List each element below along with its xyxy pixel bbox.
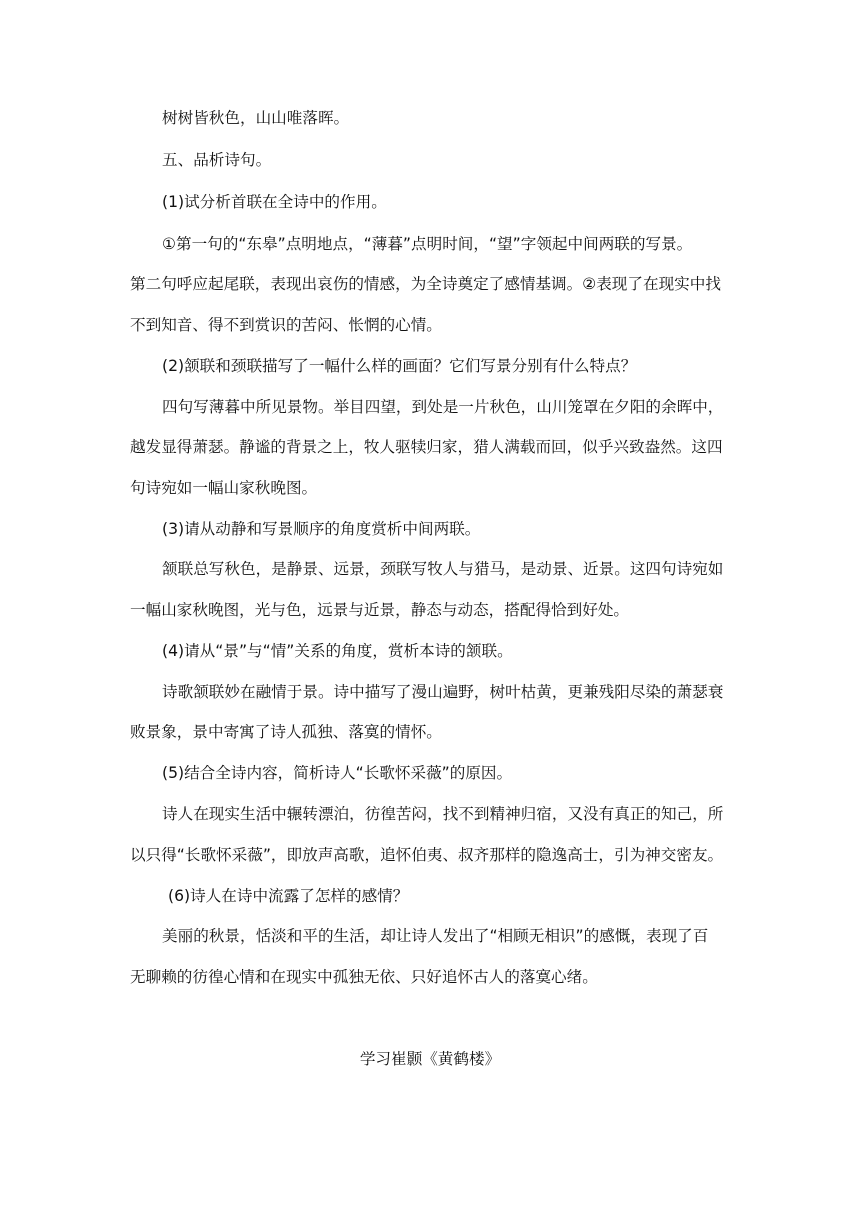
poem-line: 树树皆秋色，山山唯落晖。 — [162, 109, 350, 127]
question-3: (3)请从动静和写景顺序的角度赏析中间两联。 — [162, 520, 481, 538]
question-5: (5)结合全诗内容，简析诗人“长歌怀采薇”的原因。 — [162, 764, 513, 782]
answer-2-line-1: 四句写薄暮中所见景物。举目四望，到处是一片秋色，山川笼罩在夕阳的余晖中， — [162, 398, 724, 416]
answer-4-line-2: 败景象，景中寄寓了诗人孤独、落寞的情怀。 — [130, 723, 442, 741]
section-heading: 五、品析诗句。 — [162, 151, 272, 169]
answer-5-line-1: 诗人在现实生活中辗转漂泊，彷徨苦闷，找不到精神归宿，又没有真正的知己，所 — [162, 805, 724, 823]
question-4: (4)请从“景”与“情”关系的角度，赏析本诗的颔联。 — [162, 642, 513, 660]
answer-1-line-2: 第二句呼应起尾联，表现出哀伤的情感，为全诗奠定了感情基调。②表现了在现实中找 — [130, 275, 721, 293]
question-2: (2)颔联和颈联描写了一幅什么样的画面？它们写景分别有什么特点？ — [162, 357, 637, 375]
question-6: (6)诗人在诗中流露了怎样的感情？ — [168, 887, 409, 905]
answer-4-line-1: 诗歌颔联妙在融情于景。诗中描写了漫山遍野，树叶枯黄，更兼残阳尽染的萧瑟衰 — [162, 683, 724, 701]
question-1: (1)试分析首联在全诗中的作用。 — [162, 193, 387, 211]
answer-6-line-1: 美丽的秋景，恬淡和平的生活，却让诗人发出了“相顾无相识”的感慨，表现了百 — [162, 927, 709, 945]
answer-3-line-1: 颔联总写秋色，是静景、远景，颈联写牧人与猎马，是动景、近景。这四句诗宛如 — [162, 560, 724, 578]
answer-5-line-2: 以只得“长歌怀采薇”，即放声高歌，追怀伯夷、叔齐那样的隐逸高士，引为神交密友。 — [130, 846, 724, 864]
answer-3-line-2: 一幅山家秋晚图，光与色，远景与近景，静态与动态，搭配得恰到好处。 — [130, 601, 630, 619]
answer-6-line-2: 无聊赖的彷徨心情和在现实中孤独无依、只好追怀古人的落寞心绪。 — [130, 968, 598, 986]
answer-1-line-3: 不到知音、得不到赏识的苦闷、怅惘的心情。 — [130, 316, 442, 334]
answer-1-line-1: ①第一句的“东皋”点明地点，“薄暮”点明时间，“望”字领起中间两联的写景。 — [162, 235, 693, 253]
answer-2-line-3: 句诗宛如一幅山家秋晚图。 — [130, 479, 318, 497]
next-section-title: 学习崔颢《黄鹤楼》 — [359, 1050, 501, 1068]
answer-2-line-2: 越发显得萧瑟。静谧的背景之上，牧人驱犊归家，猎人满载而回，似乎兴致盎然。这四 — [130, 438, 723, 456]
